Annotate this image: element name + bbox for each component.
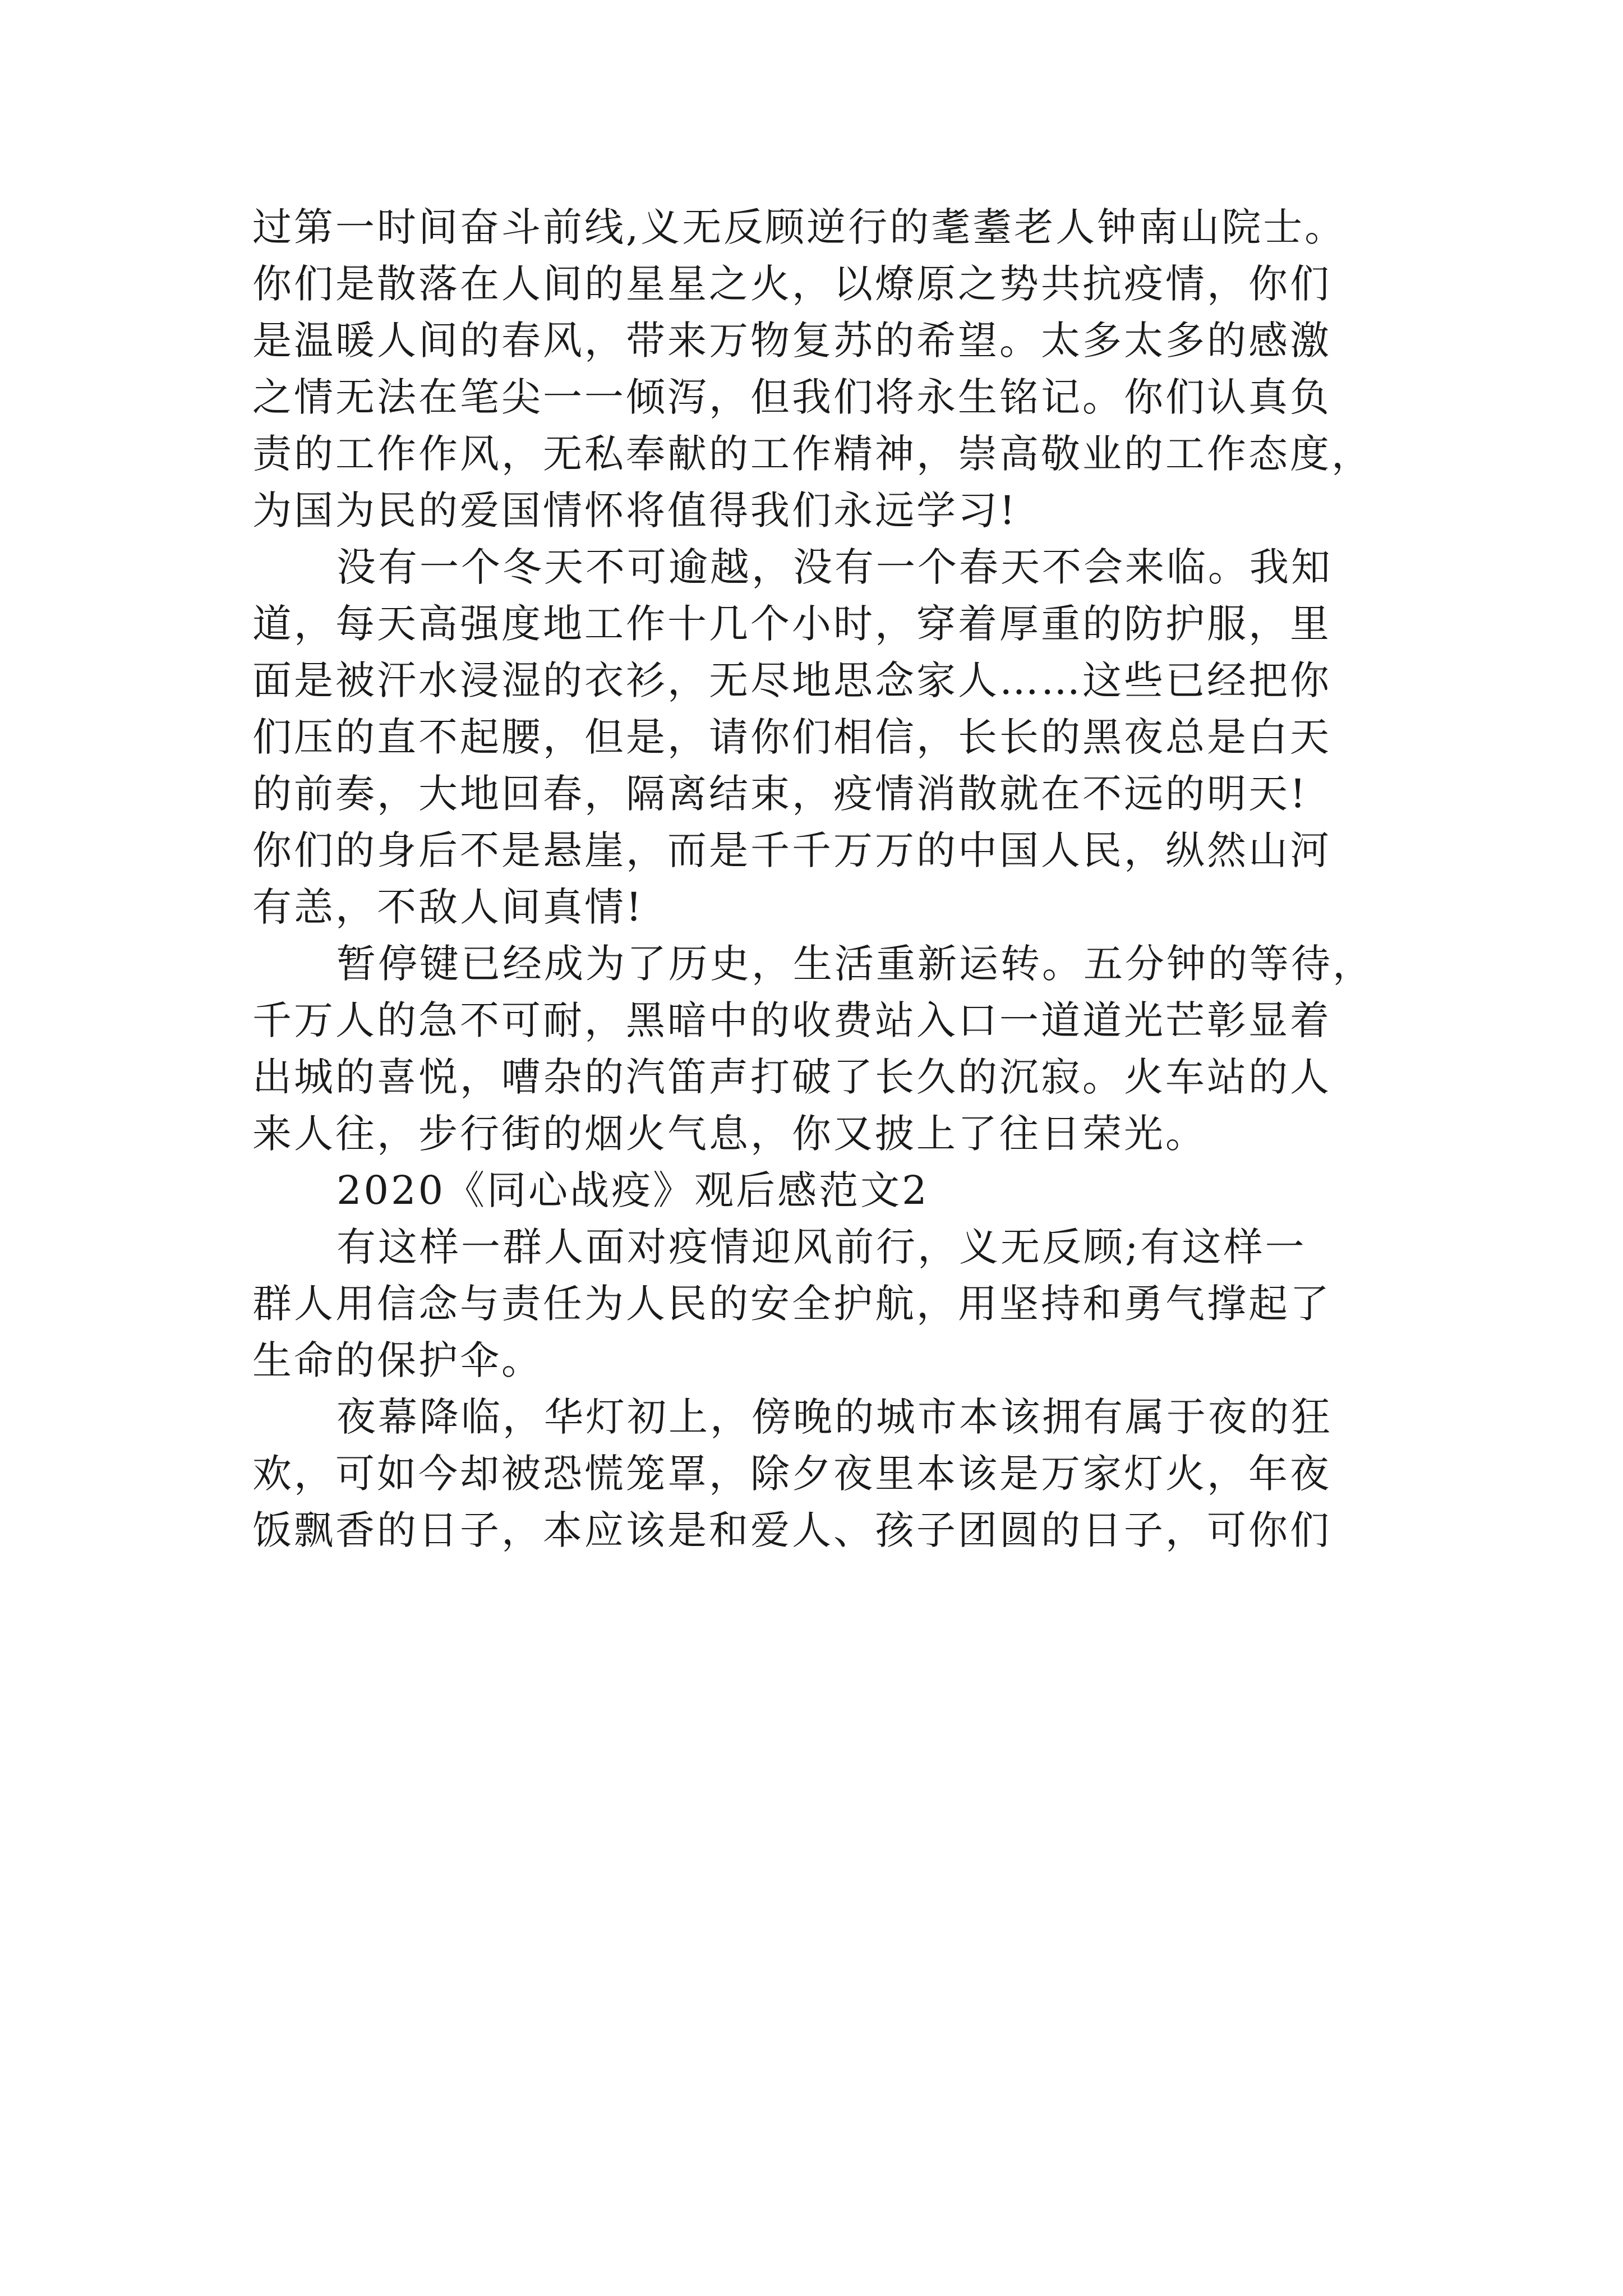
- paragraph-start-line: 有这样一群人面对疫情迎风前行，义无反顾;有这样一: [336, 1224, 1307, 1270]
- text-line: 饭飘香的日子，本应该是和爱人、孩子团圆的日子，可你们: [252, 1507, 1331, 1553]
- text-line: 欢，可如今却被恐慌笼罩，除夕夜里本该是万家灯火，年夜: [252, 1451, 1331, 1497]
- text-line: 是温暖人间的春风，带来万物复苏的希望。太多太多的感激: [252, 318, 1331, 364]
- text-line: 道，每天高强度地工作十几个小时，穿着厚重的防护服，里: [252, 601, 1331, 647]
- text-line: 过第一时间奋斗前线,义无反顾逆行的耄耋老人钟南山院士。: [252, 204, 1347, 250]
- text-line: 有恙，不敌人间真情!: [252, 884, 644, 930]
- text-line: 责的工作作风，无私奉献的工作精神，崇高敬业的工作态度，: [252, 431, 1373, 477]
- text-line: 生命的保护伞。: [252, 1337, 543, 1383]
- text-line: 你们的身后不是悬崖，而是千千万万的中国人民，纵然山河: [252, 827, 1331, 873]
- text-line: 群人用信念与责任为人民的安全护航，用坚持和勇气撑起了: [252, 1281, 1331, 1327]
- paragraph-start-line: 夜幕降临，华灯初上，傍晚的城市本该拥有属于夜的狂: [336, 1394, 1332, 1440]
- text-line: 为国为民的爱国情怀将值得我们永远学习!: [252, 487, 1018, 533]
- paragraph-start-line: 没有一个冬天不可逾越，没有一个春天不会来临。我知: [336, 544, 1332, 590]
- essay-body: [252, 199, 1402, 1559]
- text-line: 你们是散落在人间的星星之火，以燎原之势共抗疫情，你们: [252, 261, 1331, 307]
- text-line: 来人往，步行街的烟火气息，你又披上了往日荣光。: [252, 1111, 1207, 1157]
- text-line: 出城的喜悦，嘈杂的汽笛声打破了长久的沉寂。火车站的人: [252, 1054, 1331, 1100]
- paragraph-start-line: 暂停键已经成为了历史，生活重新运转。五分钟的等待，: [336, 941, 1374, 987]
- text-line: 千万人的急不可耐，黑暗中的收费站入口一道道光芒彰显着: [252, 997, 1331, 1043]
- text-line: 之情无法在笔尖一一倾泻，但我们将永生铭记。你们认真负: [252, 374, 1331, 420]
- text-line: 的前奏，大地回春，隔离结束，疫情消散就在不远的明天!: [252, 771, 1308, 817]
- section-heading: 2020《同心战疫》观后感范文2: [336, 1167, 929, 1213]
- text-line: 们压的直不起腰，但是，请你们相信，长长的黑夜总是白天: [252, 714, 1331, 760]
- text-line: 面是被汗水浸湿的衣衫，无尽地思念家人……这些已经把你: [252, 657, 1331, 703]
